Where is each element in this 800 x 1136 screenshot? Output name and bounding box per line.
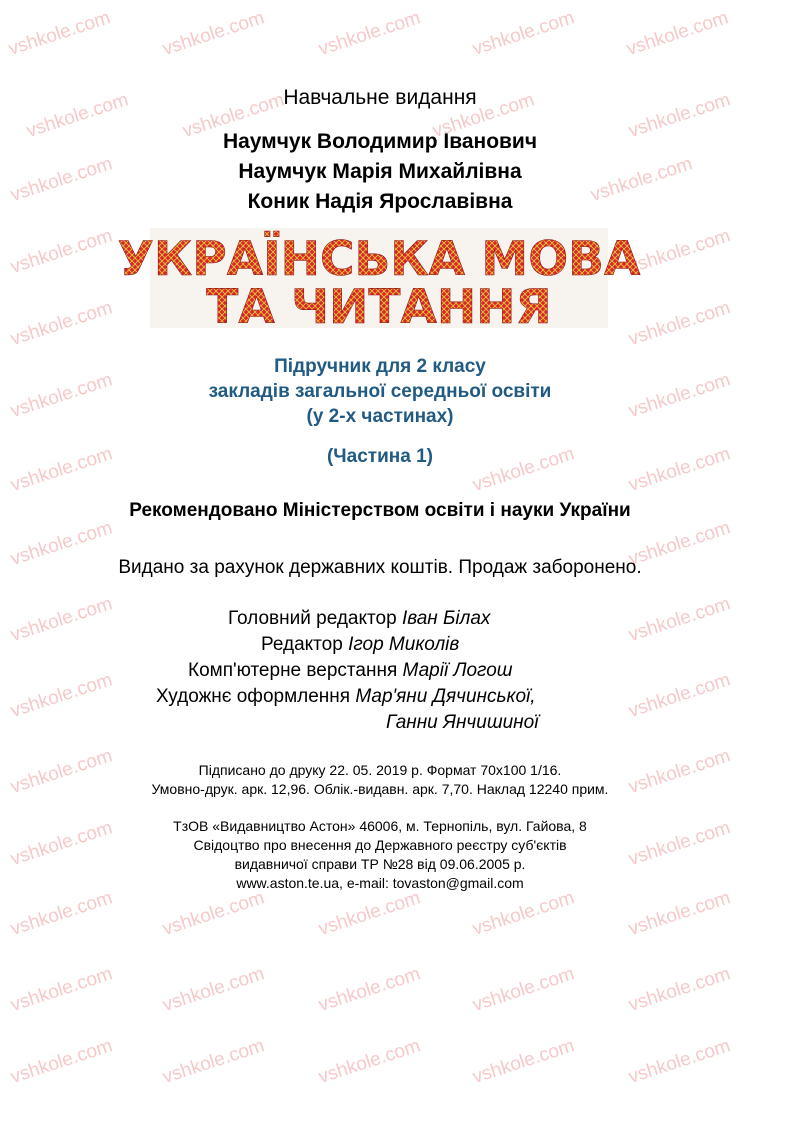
watermark-text: vshkole.com: [626, 1035, 733, 1088]
credit-line: [156, 686, 536, 708]
watermark-text: vshkole.com: [316, 1035, 423, 1088]
print-info-line: Умовно-друк. арк. 12,96. Облік.-видавн. арк. 7,70. Наклад 12240 прим.: [151, 781, 609, 797]
watermark-text: vshkole.com: [8, 817, 115, 870]
publisher-line: ТзОВ «Видавництво Астон» 46006, м. Тернопіль, вул. Гайова, 8: [173, 818, 587, 834]
author-name: Наумчук Марія Михайлівна: [238, 160, 522, 183]
publisher-line: Свідоцтво про внесення до Державного реєстру суб'єктів: [193, 837, 567, 853]
watermark-text: vshkole.com: [316, 7, 423, 60]
watermark-text: vshkole.com: [316, 963, 423, 1016]
watermark-text: vshkole.com: [8, 517, 115, 570]
watermark-text: vshkole.com: [8, 225, 115, 278]
watermark-text: vshkole.com: [470, 963, 577, 1016]
watermark-text: vshkole.com: [8, 669, 115, 722]
author-name: Коник Надія Ярославівна: [247, 190, 513, 213]
watermark-text: vshkole.com: [430, 89, 537, 142]
credit-line: [188, 660, 513, 682]
print-info-line: Підписано до друку 22. 05. 2019 р. Формат 70х100 1/16.: [198, 762, 562, 778]
watermark-text: vshkole.com: [470, 1035, 577, 1088]
watermark-text: vshkole.com: [316, 887, 423, 940]
watermark-text: vshkole.com: [8, 963, 115, 1016]
watermark-text: vshkole.com: [624, 7, 731, 60]
edition-type: Навчальне видання: [283, 86, 477, 109]
watermark-text: vshkole.com: [470, 7, 577, 60]
watermark-text: vshkole.com: [8, 1035, 115, 1088]
subtitle-line: закладів загальної середньої освіти: [208, 381, 552, 402]
credit-role: Художнє оформлення: [156, 686, 351, 707]
watermark-text: vshkole.com: [8, 297, 115, 350]
author-name: Наумчук Володимир Іванович: [222, 130, 538, 153]
credit-name: Марії Логош: [402, 660, 513, 681]
watermark-text: vshkole.com: [8, 443, 115, 496]
credit-line: [261, 634, 459, 656]
credit-name: Іван Білах: [401, 608, 491, 629]
publisher-line: видавничої справи ТР №28 від 09.06.2005 р.: [234, 856, 526, 872]
credit-line: [386, 712, 538, 734]
watermark-text: vshkole.com: [626, 887, 733, 940]
credit-name: Мар'яни Дячинської,: [355, 686, 536, 707]
watermark-text: vshkole.com: [626, 669, 733, 722]
watermark-text: vshkole.com: [626, 745, 733, 798]
watermark-text: vshkole.com: [8, 369, 115, 422]
subtitle-line: (у 2-х частинах): [306, 406, 454, 427]
credit-name: Ігор Миколів: [348, 634, 460, 655]
watermark-text: vshkole.com: [626, 89, 733, 142]
watermark-text: vshkole.com: [6, 7, 113, 60]
watermark-text: vshkole.com: [180, 89, 287, 142]
watermark-text: vshkole.com: [160, 887, 267, 940]
funding-note: Видано за рахунок державних коштів. Продаж заборонено.: [118, 557, 642, 578]
watermark-text: vshkole.com: [626, 963, 733, 1016]
watermark-text: vshkole.com: [626, 225, 733, 278]
watermark-text: vshkole.com: [626, 297, 733, 350]
watermark-text: vshkole.com: [626, 517, 733, 570]
watermark-text: vshkole.com: [470, 443, 577, 496]
title-line-2: ТА ЧИТАННЯ: [206, 280, 552, 335]
credit-role: Головний редактор: [228, 608, 397, 629]
part-number: (Частина 1): [326, 446, 433, 467]
watermark-text: vshkole.com: [626, 817, 733, 870]
credit-role: Редактор: [261, 634, 343, 655]
credit-name: Ганни Янчишиної: [386, 712, 539, 733]
watermark-text: vshkole.com: [626, 369, 733, 422]
watermark-text: vshkole.com: [8, 887, 115, 940]
watermark-text: vshkole.com: [160, 963, 267, 1016]
title-line-1: УКРАЇНСЬКА МОВА: [117, 232, 641, 287]
credit-role: Комп'ютерне верстання: [188, 660, 398, 681]
book-title-art: [117, 228, 641, 335]
subtitle-line: Підручник для 2 класу: [274, 356, 486, 377]
ministry-recommendation: Рекомендовано Міністерством освіти і науки України: [129, 500, 631, 521]
watermark-text: vshkole.com: [8, 153, 115, 206]
watermark-text: vshkole.com: [8, 593, 115, 646]
watermark-text: vshkole.com: [160, 7, 267, 60]
watermark-text: vshkole.com: [8, 745, 115, 798]
publisher-contacts: www.aston.te.ua, e-mail: tovaston@gmail.com: [236, 875, 524, 891]
watermark-text: vshkole.com: [470, 887, 577, 940]
watermark-text: vshkole.com: [588, 153, 695, 206]
watermark-text: vshkole.com: [160, 1035, 267, 1088]
credit-line: [228, 608, 490, 630]
watermark-text: vshkole.com: [24, 89, 131, 142]
watermark-text: vshkole.com: [626, 443, 733, 496]
watermark-text: vshkole.com: [626, 593, 733, 646]
book-title: [117, 228, 641, 335]
